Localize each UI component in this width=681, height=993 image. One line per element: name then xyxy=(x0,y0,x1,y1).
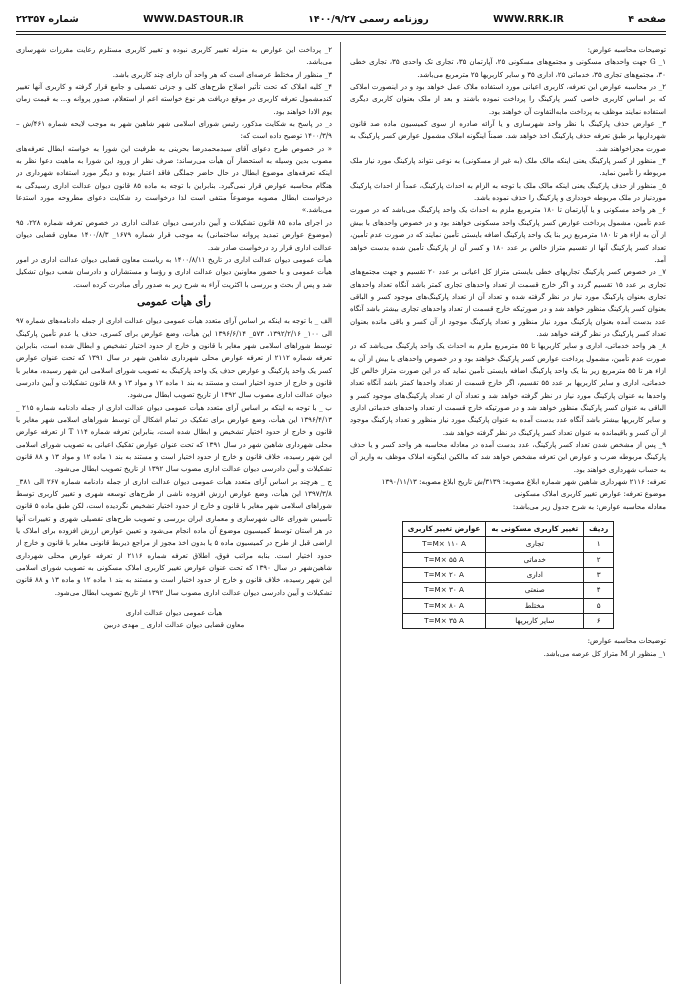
site-link-rrk[interactable]: WWW.RRK.IR xyxy=(493,13,564,25)
table-cell: صنعتی xyxy=(486,583,584,598)
paragraph: ۲_ در محاسبه عوارض این تعرفه، کاربری اعیانی مورد استفاده ملاک عمل خواهد بود و در اینصورت املاکی که بر اساس کاربری خاصی کسر پارکینگ را پرداخت نموده باشند و بعد از ملک بعنوان کاربری دیگری استفاده نمایند موظف به پرداخت مابه‌التفاوت آن خواهند بود. xyxy=(350,82,666,116)
table-row xyxy=(402,614,614,629)
paragraph: معادله محاسبه عوارض: به شرح جدول زیر می‌باشد: xyxy=(512,501,666,511)
paragraph: ۴_ منظور از کسر پارکینگ یعنی اینکه مالک ملک (به غیر از مسکونی) به نوعی نتواند پارکینگ مورد نیاز ملک مربوطه را تأمین نماید. xyxy=(350,156,666,178)
paragraph: ۹_ پس از مشخص شدن تعداد کسر پارکینگ، عدد بدست آمده در معادله محاسبه هر واحد کسر و یا حذف پارکینگ مربوطه ضرب و عوارض این تعرفه مشخص خواهد شد که مالکین اینگونه املاک موظف به واریز آن به حساب شهرداری خواهند بود. xyxy=(350,440,666,474)
paragraph: ۳_ عوارض حذف پارکینگ با نظر واحد شهرسازی و یا آرائه صادره از سوی کمیسیون ماده صد قانون شهرداریها بر طبق تعرفه حذف پارکینگ اخذ خواهد شد. ضمناً اینگونه املاک مشمول عوارض کسر پارکینگ به صورت مجزاخواهند شد. xyxy=(350,119,666,153)
paragraph: موضوع تعرفه: عوارض تغییر کاربری املاک مسکونی xyxy=(514,489,666,499)
header-rule-thin xyxy=(16,34,666,35)
table-cell: T=M× ۳۵ A xyxy=(402,614,486,629)
paragraph: ۲_ پرداخت این عوارض به منزله تغییر کاربری نبوده و تغییر کاربری مستلزم رعایت مقررات شهرسازی می‌باشد. xyxy=(16,45,332,67)
paragraph: تعرفه: ۲۱۱۶ شهرداری شاهین شهر شماره ابلاغ مصوبه: ۳۱۳۹/ش تاریخ ابلاغ مصوبه: ۱۳۹۰/۱۱/۱۳ xyxy=(381,477,666,487)
left-column xyxy=(16,44,332,984)
paragraph: در اجرای ماده ۸۵ قانون تشکیلات و آیین دادرسی دیوان عدالت اداری در خصوص تعرفه شماره ۲۲۸، ۹۵ (موضوع عوارض تمدید پروانه ساختمانی) به موجب قرار شماره ۱۶۷۹_ ۱۴۰۰/۸/۳ معاون قضایی دیوان عدالت اداری قرار رد درخواست صادر شد. xyxy=(16,217,332,252)
page-number: صفحه ۴ xyxy=(628,13,666,25)
table-cell: سایر کاربریها xyxy=(486,614,584,629)
tariff-table xyxy=(402,521,615,629)
newspaper-page xyxy=(16,8,666,988)
table-cell: T=M× ۵۵ A xyxy=(402,552,486,567)
column-header: عوارض تغییر کاربری xyxy=(402,522,486,537)
table-cell: ۲ xyxy=(584,552,614,567)
paragraph: ۳_ منظور از مختلط عرصه‌ای است که هر واحد آن دارای چند کاربری باشد. xyxy=(112,69,332,79)
section-heading: رأی هیأت عمومی xyxy=(137,296,211,308)
paragraph: ۴_ کلیه املاک که تحت تأثیر اصلاح طرح‌های کلی و جزئی تفصیلی و جامع قرار گرفته و کاربری آنها تغییر کندمشمول تعرفه کاربری در موقع دریافت هر نوع خواسته اعم از استعلام، صدور پروانه و... به قیمت زمان یوم الادا خواهند بود. xyxy=(16,82,332,116)
table-row xyxy=(402,583,614,598)
table-cell: مختلط xyxy=(486,598,584,613)
header-rule xyxy=(16,31,666,32)
table-row xyxy=(402,537,614,552)
paragraph: ۷_ در خصوص کسر پارکینگ تجاریهای خطی بایستی متراژ کل اعیانی بر عدد ۲۰ تقسیم و جهت مجتمع‌های تجاری بر عدد ۱۵ تقسیم گردد و اگر خارج قسمت از تعداد واحدهای تجاری کمتر باشد آنگاه تعداد واحدهای تجاری بعنوان پارکینگ مورد نیاز در نظر گرفته شده و تعداد آن از تعداد پارکینگ‌های موجود کسر و الباقی بعنوان کسر پارکینگ منظور خواهد شد و در صورتیکه خارج قسمت از تعداد واحدهای تجاری بیشتر باشد آنگاه عدد بدست آمده بعنوان پارکینگ مورد نیاز منظور و تعداد پارکینگ موجود از آن کسر و باقی مانده بعنوان تعداد کسر پارکینگ در نظر گرفته خواهد شد. xyxy=(350,267,666,338)
table-row xyxy=(402,568,614,583)
right-column xyxy=(350,44,666,984)
paragraph: ب _ با توجه به اینکه بر اساس آرای متعدد هیأت عمومی دیوان عدالت اداری از جمله دادنامه شماره ۲۱۵ _ ۱۳۹۶/۴/۱۳ این هیأت، وضع عوارض برای تفکیک در تمام اشکال آن توسط شوراهای اسلامی شهر مغایر با قانون و خارج از حدود اختیار تشخیص و ابطال شده است، بنابراین تعرفه شماره ۱۱۴ T از تعرفه عوارض محلی شهرداری شاهین شهر در سال ۱۳۹۱ که تحت عنوان عوارض تفکیک اعیانی به تصویب شورای اسلامی این شهر رسیده، خلاف قانون و خارج از حدود اختیار است و مستند به بند ۱ ماده ۱۲ و مواد ۱۳ و ۸۸ قانون تشکیلات و آیین دادرسی دیوان عدالت اداری مصوب سال ۱۳۹۲ از تاریخ تصویب ابطال می‌شود. xyxy=(16,402,332,474)
signature-line: معاون قضایی دیوان عدالت اداری _ مهدی دربین xyxy=(103,620,245,630)
paragraph: ۱_ منظور از M متراژ کل عرصه می‌باشد. xyxy=(543,648,666,658)
column-header: تغییر کاربری مسکونی به xyxy=(486,522,584,537)
paragraph: توضیحات محاسبه عوارض: xyxy=(587,45,666,54)
gazette-date: روزنامه رسمی ۱۴۰۰/۹/۲۷ xyxy=(308,13,429,25)
paragraph: ۱_ G جهت واحدهای مسکونی و مجتمع‌های مسکونی ۲۵، آپارتمان ۳۵، تجاری تک واحدی ۳۵، تجاری خطی ۳۰، مجتمع‌های تجاری ۳۵، خدماتی ۲۵، اداری ۳۵ و سایر کاربریها ۲۵ مترمربع می‌باشد. xyxy=(350,57,666,79)
paragraph: « در خصوص طرح دعوای آقای سیدمحمدرضا بحرینی به طرفیت این شورا به خواسته ابطال تعرفه‌های مصوب بدین وسیله به استحضار آن هیأت می‌رساند: صرف نظر از ورود این شورا به ماهیت دعوا نظر به اینکه تعرفه‌های موضوع ابطال در حال حاضر جملگی فاقد اعتبار بوده و دیگر مورد استفاده شهرداری در هنگام محاسبه عوارض قرار نمی‌گیرد. بنابراین با توجه به ماده ۸۵ قانون دیوان عدالت اداری رسیدگی به درخواست ابطال مصوبه موضوعاً منتفی است لذا درخواست رد شکایت دعوای مطروحه مورد استدعا می‌باشد.» xyxy=(16,143,332,215)
paragraph: د_ در پاسخ به شکایت مذکور، رئیس شورای اسلامی شهر شاهین شهر به موجب لایحه شماره ۴۶۱/ش – ۱۴۰۰/۳/۹ توضیح داده است که: xyxy=(16,119,332,141)
column-header: ردیف xyxy=(584,522,614,537)
paragraph: ۶_ هر واحد مسکونی و یا آپارتمان تا ۱۸۰ مترمربع ملزم به احداث یک واحد پارکینگ می‌باشد که در صورت عدم تأمین، مشمول پرداخت عوارض کسر پارکینگ واحد مسکونی خواهند بود و در خصوص واحدهای با بیش از آن به ازاء هر تا ۱۸۰ مترمربع زیر بنا یک واحد پارکینگ اضافه بایستی تأمین نمایند که در صورت عدم تأمین، تعداد کسر پارکینگ آنها از تقسیم متراژ خالص بر عدد ۱۸۰ و کسر آن از پارکینگ تأمین شده بدست خواهد آمد. xyxy=(350,205,666,264)
paragraph: ۵_ منظور از حذف پارکینگ یعنی اینکه مالک ملک با توجه به الزام به احداث پارکینگ، عمداً از احداث پارکینگ موردنیاز در ملک مربوطه خودداری و پارکینگ را حذف نموده باشد. xyxy=(350,180,666,203)
table-cell: ۳ xyxy=(584,568,614,583)
table-header-row xyxy=(402,522,614,537)
signature-block xyxy=(16,607,332,632)
paragraph: توضیحات محاسبه عوارض: xyxy=(587,636,666,646)
signature-line: هیأت عمومی دیوان عدالت اداری xyxy=(125,608,223,618)
table-row xyxy=(402,552,614,567)
table-cell: ۱ xyxy=(584,537,614,552)
table-cell: T=M× ۲۰ A xyxy=(402,568,486,583)
table-cell: T=M× ۱۱۰ A xyxy=(402,537,486,552)
table-cell: T=M× ۸۰ A xyxy=(402,598,486,613)
issue-number: شماره ۲۲۳۵۷ xyxy=(16,13,79,25)
paragraph: هیأت عمومی دیوان عدالت اداری در تاریخ ۱۴۰۰/۸/۱۱ به ریاست معاون قضایی دیوان عدالت اداری در امور هیأت عمومی و با حضور معاونین دیوان عدالت اداری و رؤسا و مستشاران و دادرسان شعب دیوان تشکیل شد و پس از بحث و بررسی با اکثریت آراء به شرح زیر به صدور رأی مبادرت کرده است. xyxy=(16,254,332,289)
table-cell: T=M× ۳۰ A xyxy=(402,583,486,598)
table-cell: تجاری xyxy=(486,537,584,552)
site-link-dastour[interactable]: WWW.DASTOUR.IR xyxy=(143,13,244,25)
paragraph: ج _ هرچند بر اساس آرای متعدد هیأت عمومی دیوان عدالت اداری از جمله دادنامه شماره ۲۶۷ الی ۳۸۱_ ۱۳۹۷/۳/۸ این هیأت، وضع عوارض ارزش افزوده ناشی از طرح‌های توسعه شهری و تغییر کاربری توسط شوراهای اسلامی شهر مغایر با قانون و خارج از حدود اختیار تشخیص نگردیده است، لکن طبق ماده ۵ قانون تأسیس شورای عالی شهرسازی و معماری ایران بررسی و تصویب طرح‌های تفصیلی شهری و تغییرات آنها در هر استان توسط کمیسیون موضوع آن ماده انجام می‌شود و تعیین عوارض ارزش افزوده برای املاک یا اراضی قبل از طرح در کمیسیون ماده ۵ یا بدون اخذ مجوز از مراجع ذیربط قانونی مغایر با قانون و خارج از حدود اختیار است. بنابه مراتب فوق، اطلاق تعرفه شماره ۲۱۱۶ از تعرفه عوارض محلی شهرداری شاهین‌شهر در سال ۱۳۹۰ که تحت عنوان عوارض تغییر کاربری املاک مسکونی به تصویب شورای اسلامی این شهر رسیده، خلاف قانون و خارج از حدود اختیار است و مستند به بند ۱ ماده ۱۲ و ماده ۱۳ و ۸۸ قانون تشکیلات و آیین دادرسی دیوان عدالت اداری مصوب سال ۱۳۹۲ از تاریخ تصویب ابطال می‌شود. xyxy=(16,476,332,597)
column-divider xyxy=(340,42,341,984)
table-row xyxy=(402,598,614,613)
table-cell: خدماتی xyxy=(486,552,584,567)
table-cell: ۴ xyxy=(584,583,614,598)
paragraph: ۸_ هر واحد خدماتی، اداری و سایر کاربریها تا ۵۵ مترمربع ملزم به احداث یک واحد پارکینگ می‌باشد که در صورت عدم تأمین، مشمول پرداخت عوارض کسر پارکینگ خواهند بود و در خصوص واحدهای با بیش از آن به ازاء هر تا ۵۵ مترمربع زیر بنا یک واحد پارکینگ اضافه بایستی تأمین نماید که در این صورت متراژ خالص کل خدماتی، اداری و سایر کاربریها بر عدد ۵۵ تقسیم، اگر خارج قسمت از تعداد واحدها کمتر باشد آنگاه تعداد واحدها به عنوان پارکینگ مورد نیاز در نظر گرفته خواهد شد و تعداد آن از تعداد پارکینگ‌های موجود کسر و الباقی به عنوان کسر پارکینگ منظور خواهد شد و در صورتیکه خارج قسمت از تعداد واحدهای خدماتی اداری و سایر کاربریها بیشتر باشد آنگاه عدد بدست آمده به عنوان پارکینگ مورد نیاز منظور و تعداد پارکینگ موجود از آن کسر و باقیمانده به عنوان تعداد کسر پارکینگ در نظر گرفته خواهد شد. xyxy=(350,341,666,437)
paragraph: الف _ با توجه به اینکه بر اساس آرای متعدد هیأت عمومی دیوان عدالت اداری از جمله دادنامه‌های شماره ۹۷ الی ۱۰۰_ ۱۳۹۲/۲/۱۶، ۵۷۳_ ۱۳۹۶/۶/۱۴ این هیأت، وضع عوارض برای کسری، حذف یا عدم تأمین پارکینگ توسط شوراهای اسلامی شهر مغایر با قانون و خارج از حدود اختیار تشخیص و ابطال شده است، بنابراین تعرفه شماره ۲۱۱۲ از تعرفه عوارض محلی شهرداری شاهین شهر در سال ۱۳۹۱ که تحت عنوان عوارض کسر یک واحد پارکینگ و عوارض حذف یک واحد پارکینگ به تصویب شورای اسلامی این شهر رسیده، مغایر با قانون و خارج از حدود اختیار است و مستند به بند ۱ ماده ۱۲ و مواد ۱۳ و ۸۸ قانون تشکیلات و آیین دادرسی دیوان عدالت اداری مصوب سال ۱۳۹۲ از تاریخ تصویب ابطال می‌شود. xyxy=(16,316,332,400)
table-cell: ۵ xyxy=(584,598,614,613)
table-cell: ۶ xyxy=(584,614,614,629)
table-cell: اداری xyxy=(486,568,584,583)
page-header xyxy=(16,8,666,30)
